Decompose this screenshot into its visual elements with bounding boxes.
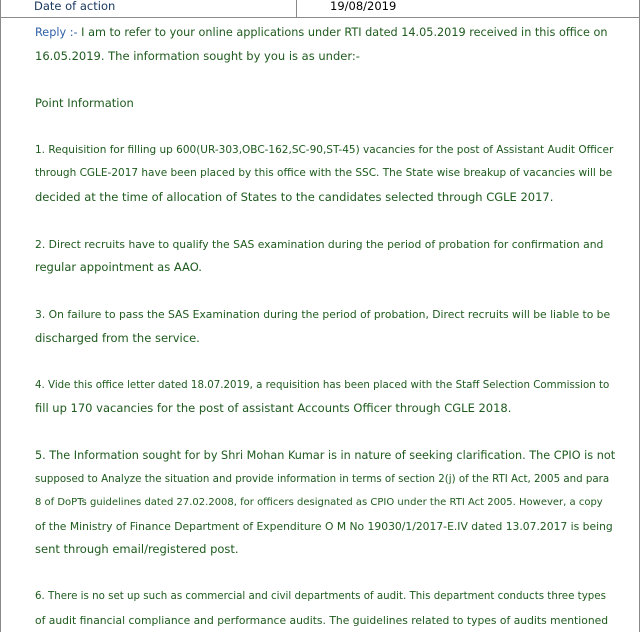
reply-label: Reply :- [35, 26, 78, 39]
point-5-line: 5. The Information sought for by Shri Mohan Kumar is in nature of seeking clarification. The CPIO is not [35, 449, 616, 462]
point-2-line: regular appointment as AAO. [35, 260, 202, 274]
point-5-line: 8 of DoPTs guidelines dated 27.02.2008, for officers designated as CPIO under the RTI Act 2005. However, a copy [35, 497, 603, 508]
point-6-line: 6. There is no set up such as commercial and civil departments of audit. This department conducts three types [35, 590, 606, 602]
reply-text: I am to refer to your online applications under RTI dated 14.05.2019 received in this office on [77, 26, 608, 39]
reply-line [35, 21, 615, 45]
point-5-line: of the Ministry of Finance Department of Expenditure O M No 19030/1/2017-E.IV dated 13.07.2017 is being [35, 519, 613, 533]
point-1-line: decided at the time of allocation of States to the candidates selected through CGLE 2017. [35, 189, 554, 204]
point-1-line: through CGLE-2017 have been placed by this office with the SSC. The State wise breakup of vacancies will be [35, 167, 613, 179]
point-4-line: fill up 170 vacancies for the post of assistant Accounts Officer through CGLE 2018. [35, 401, 512, 415]
point-1-line: 1. Requisition for filling up 600(UR-303,OBC-162,SC-90,ST-45) vacancies for the post of Assistant Audit Officer [35, 143, 614, 156]
point-4-line: 4. Vide this office letter dated 18.07.2019, a requisition has been placed with the Staff Selection Commission to [35, 378, 610, 391]
point-6-line: of audit financial compliance and performance audits. The guidelines related to types of audits mentioned [35, 613, 609, 627]
reply-content [35, 21, 615, 632]
reply-line: 16.05.2019. The information sought by you is as under:- [35, 48, 360, 63]
point-heading: Point Information [35, 95, 134, 110]
point-5-line: supposed to Analyze the situation and provide information in terms of section 2(j) of the RTI Act, 2005 and para [35, 472, 610, 485]
point-3-line: 3. On failure to pass the SAS Examination during the period of probation, Direct recruits will be liable to be [35, 308, 611, 321]
point-3-line: discharged from the service. [35, 330, 200, 345]
point-5-line: sent through email/registered post. [35, 542, 239, 556]
header-row [1, 0, 639, 18]
point-2-line: 2. Direct recruits have to qualify the SAS examination during the period of probation for confirmation and [35, 237, 604, 251]
date-of-action-value: 19/08/2019 [330, 0, 397, 13]
date-of-action-label: Date of action [1, 0, 297, 17]
